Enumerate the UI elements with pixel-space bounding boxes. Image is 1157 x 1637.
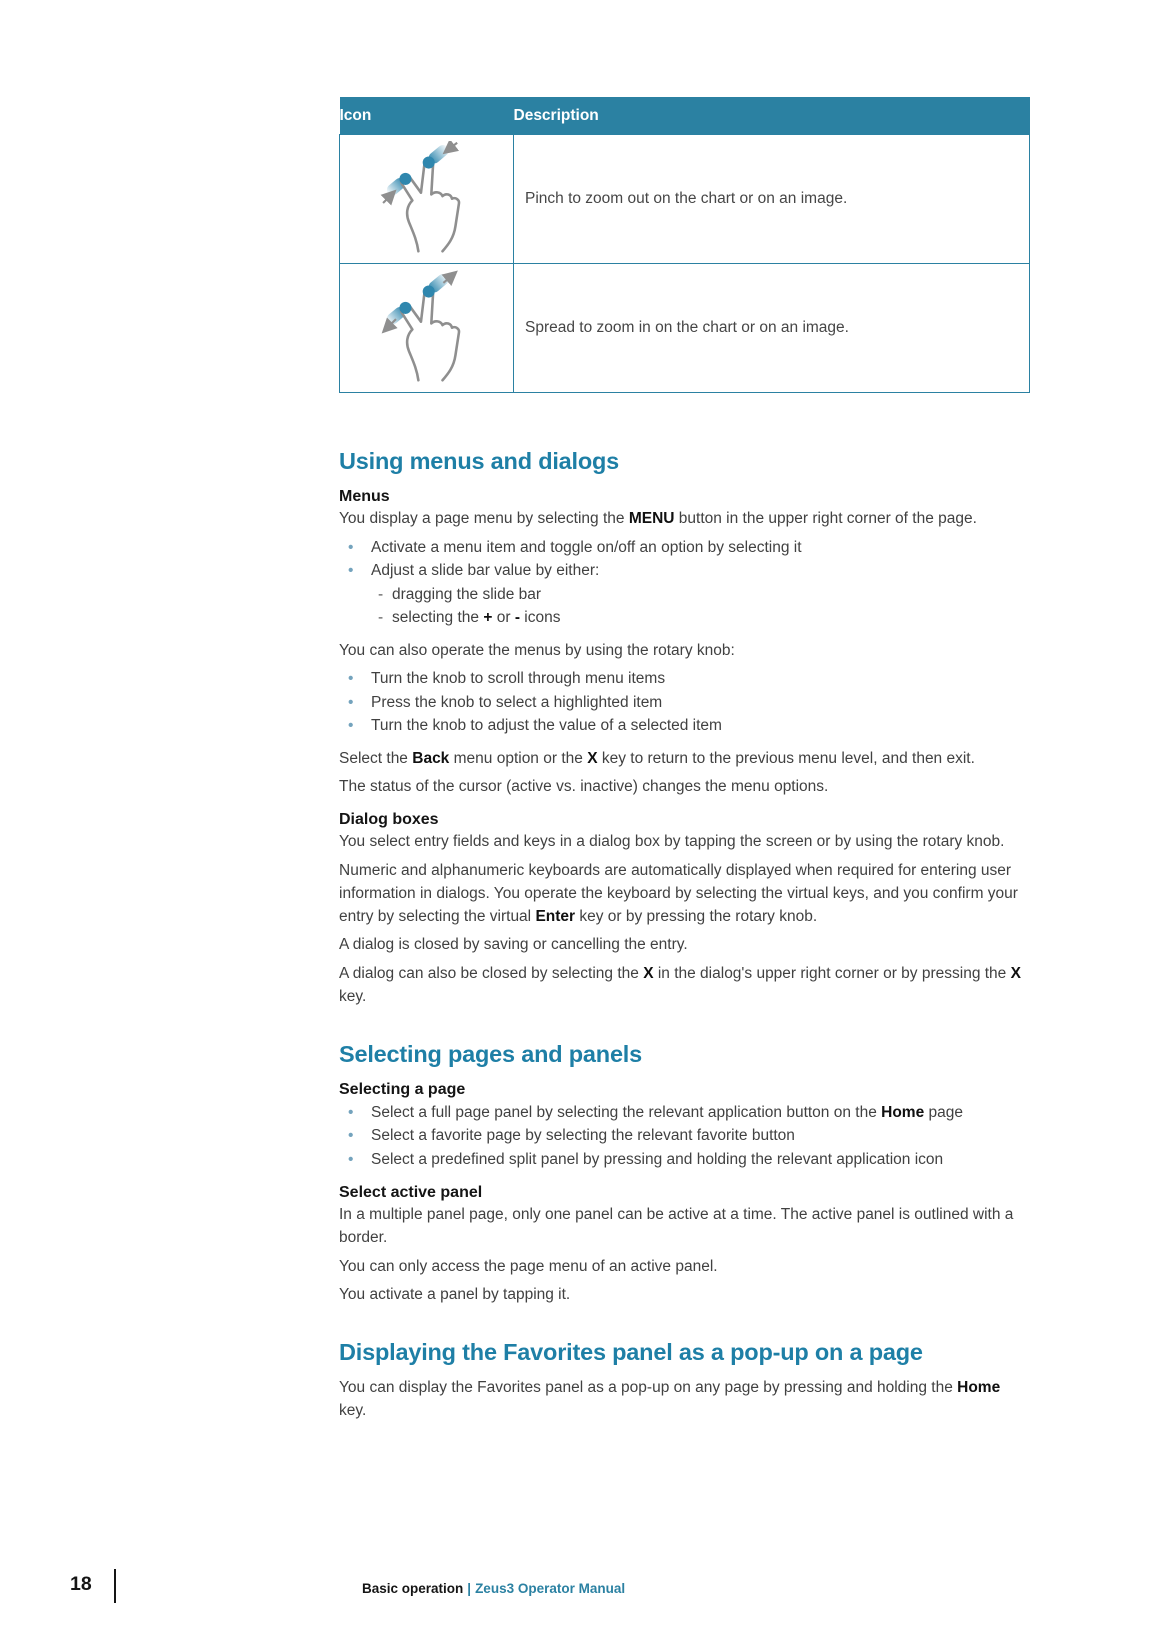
bullet-item — [339, 1101, 1030, 1125]
text-run: in the dialog's upper right corner or by pressing the — [653, 964, 1011, 982]
bullet-text — [371, 539, 802, 556]
bullet-text — [371, 1151, 943, 1168]
text-run: Select a favorite page by selecting the relevant favorite button — [371, 1127, 795, 1144]
bullet-text — [371, 1104, 963, 1121]
paragraph — [339, 933, 1030, 956]
text-run: dragging the slide bar — [392, 585, 542, 603]
text-run: key or by pressing the rotary knob. — [575, 907, 818, 925]
text-run: A dialog is closed by saving or cancelling the entry. — [339, 936, 688, 953]
subsection-heading: Select active panel — [339, 1184, 483, 1201]
bullet-text — [371, 670, 665, 687]
bullet-item — [339, 559, 1030, 630]
paragraph — [339, 859, 1030, 928]
page-number-divider — [114, 1569, 116, 1603]
paragraph — [339, 775, 1030, 798]
page-number: 18 — [70, 1573, 92, 1595]
text-run: Press the knob to select a highlighted item — [371, 693, 663, 711]
footer-separator: | — [467, 1581, 472, 1596]
text-run: selecting the — [392, 609, 484, 626]
footer-manual-title: Zeus3 Operator Manual — [475, 1581, 626, 1596]
dash-list — [371, 583, 1030, 630]
text-run: The status of the cursor (active vs. inactive) changes the menu options. — [339, 778, 829, 795]
paragraph — [339, 1255, 1030, 1278]
bold-term: + — [483, 609, 493, 626]
bold-term: - — [514, 609, 520, 626]
bullet-list — [339, 1101, 1030, 1172]
bullet-text — [371, 694, 662, 711]
bullet-item — [339, 1124, 1030, 1148]
content-blocks — [339, 448, 1030, 1422]
section-heading: Displaying the Favorites panel as a pop-up on a page — [339, 1339, 923, 1365]
gesture-description: Pinch to zoom out on the chart or on an image. — [514, 135, 1030, 264]
subsection-heading: Dialog boxes — [339, 811, 439, 828]
footer-section: Basic operation — [362, 1581, 464, 1596]
paragraph — [339, 1376, 1030, 1422]
bullet-item — [339, 536, 1030, 560]
paragraph — [339, 1283, 1030, 1306]
bullet-list — [339, 536, 1030, 630]
bold-term: Home — [881, 1103, 925, 1121]
content-column — [339, 97, 1030, 1428]
text-run: Select a predefined split panel by pressing and holding the relevant application icon — [371, 1150, 944, 1168]
text-run: Activate a menu item and toggle on/off an option by selecting it — [371, 538, 802, 556]
paragraph — [339, 1203, 1030, 1249]
page-footer — [362, 1581, 625, 1596]
text-run: key. — [339, 1402, 367, 1419]
text-run: icons — [519, 609, 561, 626]
paragraph — [339, 830, 1030, 853]
bullet-text — [371, 1127, 795, 1144]
text-run: page — [924, 1103, 964, 1121]
column-header-icon: Icon — [340, 97, 514, 135]
bullet-item — [339, 1148, 1030, 1172]
gesture-icon-cell — [340, 135, 514, 264]
text-run: A dialog can also be closed by selecting the — [339, 964, 644, 982]
subsection-heading: Selecting a page — [339, 1080, 466, 1098]
text-run: You can also operate the menus by using the rotary knob: — [339, 641, 735, 659]
gesture-table — [339, 97, 1030, 393]
text-run: Turn the knob to scroll through menu items — [371, 670, 666, 687]
text-run: key to return to the previous menu level, and then exit. — [597, 749, 975, 767]
text-run: Adjust a slide bar value by either: — [371, 562, 600, 579]
dash-item — [371, 583, 1030, 607]
column-header-description: Description — [514, 97, 1030, 135]
bold-term: X — [587, 749, 598, 767]
table-row — [340, 264, 1030, 393]
bullet-item — [339, 714, 1030, 738]
text-run: menu option or the — [449, 749, 588, 767]
bold-term: Home — [957, 1379, 1001, 1396]
bold-term: X — [1010, 964, 1021, 982]
text-run: Select the — [339, 749, 413, 767]
dash-item — [371, 606, 1030, 630]
text-run: You activate a panel by tapping it. — [339, 1286, 571, 1303]
subsection-heading: Menus — [339, 488, 390, 505]
table-header-row — [340, 97, 1030, 135]
text-run: or — [492, 609, 515, 626]
text-run: Turn the knob to adjust the value of a selected item — [371, 717, 722, 734]
paragraph — [339, 639, 1030, 662]
bold-term: Enter — [535, 907, 576, 925]
bullet-text — [371, 717, 722, 734]
bullet-list — [339, 667, 1030, 738]
text-run: You can only access the page menu of an active panel. — [339, 1257, 718, 1275]
pinch-gesture-icon — [377, 141, 477, 253]
table-row — [340, 135, 1030, 264]
gesture-icon-cell — [340, 264, 514, 393]
section-heading: Using menus and dialogs — [339, 448, 620, 474]
gesture-description: Spread to zoom in on the chart or on an image. — [514, 264, 1030, 393]
bullet-text — [371, 562, 599, 579]
text-run: Select a full page panel by selecting the relevant application button on the — [371, 1103, 882, 1121]
text-run: You can display the Favorites panel as a pop-up on any page by pressing and holding the — [339, 1379, 958, 1396]
section-heading: Selecting pages and panels — [339, 1040, 643, 1067]
bullet-item — [339, 691, 1030, 715]
text-run: button in the upper right corner of the page. — [674, 510, 977, 527]
bold-term: Back — [412, 749, 450, 767]
bold-term: X — [643, 964, 654, 982]
paragraph — [339, 507, 1030, 530]
bullet-item — [339, 667, 1030, 691]
text-run: You select entry fields and keys in a dialog box by tapping the screen or by using the rotary knob. — [339, 833, 1005, 850]
bold-term: MENU — [628, 510, 675, 527]
text-run: You display a page menu by selecting the — [339, 510, 629, 527]
paragraph — [339, 962, 1030, 1008]
text-run: In a multiple panel page, only one panel can be active at a time. The active panel is outlined with a border. — [339, 1206, 1014, 1246]
spread-gesture-icon — [377, 270, 477, 382]
paragraph — [339, 747, 1030, 770]
text-run: Numeric and alphanumeric keyboards are automatically displayed when required for entering user information in dialogs. You operate the keyboard by selecting the virtual keys, and you confirm your entry by selecting the virtual — [339, 861, 1018, 925]
text-run: key. — [339, 987, 367, 1005]
